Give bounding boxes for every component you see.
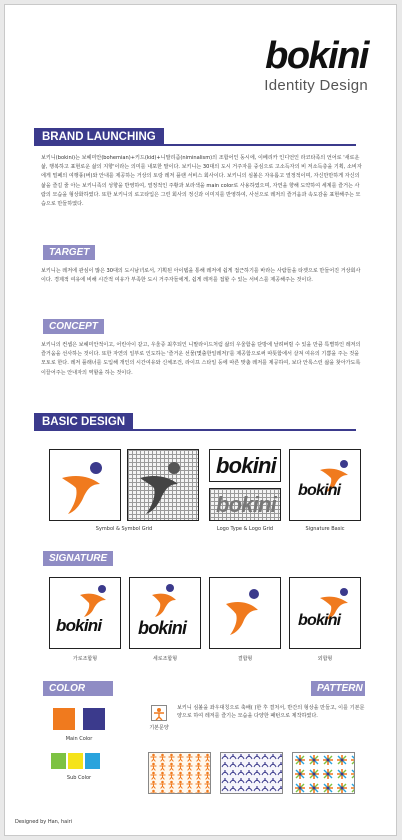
section-basic-design: BASIC DESIGN xyxy=(34,413,133,431)
signature-horizontal-logo: bokini xyxy=(56,616,102,635)
signature-vertical-logo: bokini xyxy=(138,618,187,638)
caption-logo: Logo Type & Logo Grid xyxy=(216,526,274,532)
signature-horizontal-box xyxy=(49,577,121,649)
caption-signature-basic: Signature Basic xyxy=(305,526,345,532)
pattern-purple-box xyxy=(220,752,283,794)
subsection-concept: CONCEPT xyxy=(43,319,104,334)
symbol-box xyxy=(49,449,121,521)
logotype-mark: bokini xyxy=(216,453,276,478)
logotype-box xyxy=(209,449,281,482)
symbol-grid-icon xyxy=(128,450,198,520)
caption-pattern-unit: 기본문양 xyxy=(149,725,169,731)
caption-sub-color: Sub Color xyxy=(66,775,92,781)
signature-vertical-icon xyxy=(130,580,200,620)
signature-outer-logo: bokini xyxy=(298,612,341,629)
subsection-color: COLOR xyxy=(43,681,113,696)
subsection-signature: SIGNATURE xyxy=(43,551,113,566)
symbol-icon xyxy=(50,450,120,520)
caption-signature-2: 세로조합형 xyxy=(152,656,178,662)
caption-signature-3: 결합형 xyxy=(237,656,253,662)
swatch-blue xyxy=(85,753,100,769)
pattern-orange-icon xyxy=(149,753,211,794)
subsection-target: TARGET xyxy=(43,245,95,260)
symbol-grid-box xyxy=(127,449,199,521)
logotype-grid-mark: bokini xyxy=(216,492,276,517)
signature-outer-box xyxy=(289,577,361,649)
pattern-unit-icon xyxy=(152,707,166,721)
swatch-orange xyxy=(53,708,75,730)
signature-basic-logo: bokini xyxy=(298,482,341,499)
launching-paragraph: 보키니(bokini)는 보헤미안(bohemian)+키드(kid)+니말리즘(niminalism)의 조합어인 동시에, 이베리카 인디언인 라코타족의 언어로 '새로운 삶, 행복하고 표현로운 삶의 지향'이라는 의미를 내포한 말이다. 보키니는 30대의 도시 거주자를 중심으로 고소득자의 비 저소득층을 기획, 소비자에게 밀페의 여행풍(버)와 안내를 제공하는 거상의 토랑 레저 플랜 서비스 회사이다. 보키니의 심볼은 자유롭고 열정적이며, 자신만만하게 자신의 삶을 즐길 줄 아는 보키니족의 성향을 반영하여, 열정적인 주황과 보라색을 main color로 사용하였으며, 자연을 향해 도약하여 세계를 즐거는 사람의 모습을 형상화하였다. 또한 보키니의 로고타입은 그린 회사의 정신과 이미지를 반영하여, 사선으로 레저의 즐거움과 속도감을 표현해주는 모습으로 만들하였다. xyxy=(41,155,362,208)
section-brand-launching: BRAND LAUNCHING xyxy=(34,128,164,146)
subsection-pattern: PATTERN xyxy=(311,681,365,696)
signature-combined-icon xyxy=(210,578,280,648)
target-paragraph: 보키니는 레저에 관심이 많은 30대의 도시남녀로서, 기획된 아이템을 통해 레저에 쉽게 접근하기를 바라는 사람들을 타겟으로 만들어진 거상회사이다. 경제적 여유에 비해 시간적 여유가 부족한 도시 거주자들에게, 쉽게 레저를 접할 수 있는 서비스를 제공해주는 것이다. xyxy=(41,268,361,284)
pattern-multicolor-box xyxy=(292,752,355,794)
pattern-multicolor-icon xyxy=(293,753,355,794)
caption-symbol: Symbol & Symbol Grid xyxy=(95,526,153,532)
brand-logo: bokini xyxy=(265,35,368,77)
section-divider xyxy=(34,429,356,431)
signature-combined-box xyxy=(209,577,281,649)
designer-credit: Designed by Han, hairi xyxy=(15,819,73,825)
pattern-paragraph: 보키니 심볼을 좌우대칭으로 축배( )한 후 결처서, 반간의 형상을 만들고, 이를 기본문양으로 하여 레저를 즐기는 모습을 다양한 패턴으로 제작하였다. xyxy=(177,705,365,720)
pattern-orange-box xyxy=(148,752,211,794)
signature-basic-box xyxy=(289,449,361,521)
signature-vertical-box xyxy=(129,577,201,649)
caption-signature-1: 가로조합형 xyxy=(72,656,98,662)
swatch-yellow xyxy=(68,753,83,769)
swatch-green xyxy=(51,753,66,769)
section-divider xyxy=(34,144,356,146)
caption-main-color: Main Color xyxy=(65,736,93,742)
pattern-unit-box xyxy=(151,705,167,721)
caption-signature-4: 외합형 xyxy=(317,656,333,662)
logotype-grid-box xyxy=(209,488,281,521)
pattern-purple-icon xyxy=(221,753,283,794)
signature-horizontal-icon xyxy=(50,580,120,620)
swatch-purple xyxy=(83,708,105,730)
concept-paragraph: 보키니의 컨셉은 보헤미안적이고, 어린아이 같고, 우울증 최후되인 니말라이드처럼 삶의 우울함을 단방에 날려버릴 수 있을 만큼 특별하인 레저의 즐거움을 선사하는 것이다. 또한 자연의 일부로 인도하는 '즐거운 선물(몇출한일레저)'를 제공함으로써 따뜻함에서 살져 여유의 기쁨을 주는 것을 모토로 한다. 레저 플래너를 도입해 개인의 시간여유와 신체조건, 라이프 스타일 등에 따른 맞춤 레저를 제공하여, 보다 안록스런 삶을 찾아가도록 이끌어주는 안내자의 역할을 하는 것이다. xyxy=(41,342,361,376)
brand-tagline: Identity Design xyxy=(264,77,368,94)
brand-header xyxy=(264,37,368,94)
poster-page xyxy=(4,4,397,836)
